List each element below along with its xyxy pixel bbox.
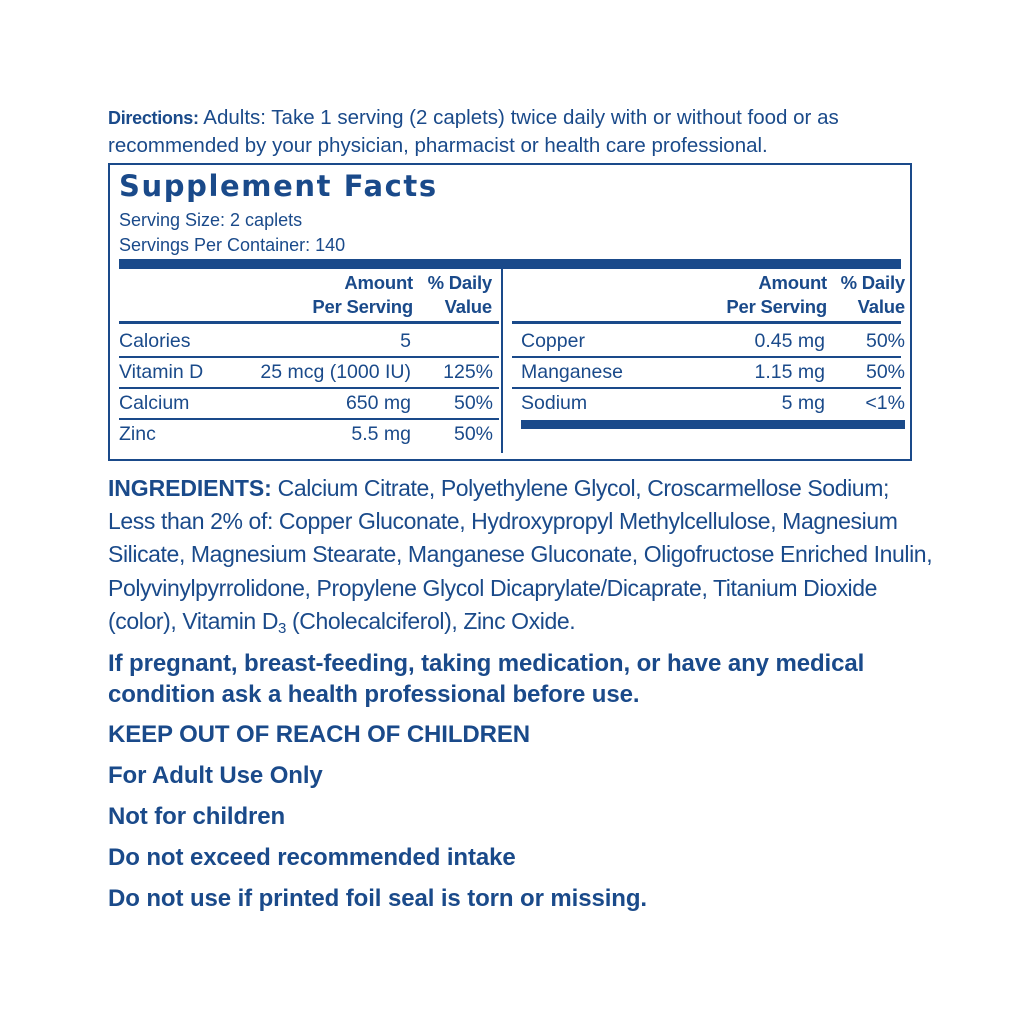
nutrient-name: Calories — [119, 330, 191, 352]
nutrient-amount: 5 — [400, 330, 411, 352]
ingredients-text — [108, 472, 938, 638]
nutrient-row — [119, 388, 493, 418]
bottom-thick-rule — [521, 420, 905, 429]
directions-lead: Directions: — [108, 108, 199, 128]
nutrient-row — [521, 357, 905, 387]
nutrient-name: Vitamin D — [119, 361, 204, 383]
right-dv-header: % Daily Value — [840, 272, 905, 317]
adult-use-note: For Adult Use Only — [108, 762, 323, 789]
serving-size: Serving Size: 2 caplets — [119, 210, 303, 230]
ingredients-lead: INGREDIENTS: — [108, 475, 272, 501]
nutrient-dv: 125% — [443, 361, 493, 383]
nutrient-amount: 5.5 mg — [351, 423, 411, 445]
nutrient-dv: <1% — [865, 392, 905, 414]
nutrient-amount: 5 mg — [781, 392, 825, 414]
directions-body: Adults: Take 1 serving (2 caplets) twice daily with or without food or as recommended by your physician, pharmacist or health care professional. — [108, 106, 839, 157]
supplement-facts-panel — [108, 163, 912, 461]
left-header-rule — [119, 321, 499, 324]
ingredients-list: Calcium Citrate, Polyethylene Glycol, Croscarmellose Sodium; Less than 2% of: Copper Gluconate, Hydroxypropyl Methylcellulose, Magnesium Silicate, Magnesium Stearate, Manganese Gluconate, Oligofructose Enriched Inulin, Polyvinylpyrrolidone, Propylene Glycol Dicaprylate/Dicaprate, Titanium Dioxide (color), Vitamin D — [108, 475, 933, 634]
nutrient-row — [119, 326, 493, 356]
nutrient-name: Manganese — [521, 361, 623, 383]
top-thick-rule — [119, 259, 901, 269]
nutrient-amount: 25 mcg (1000 IU) — [260, 361, 411, 383]
right-amount-header: Amount Per Serving — [726, 272, 827, 317]
nutrient-row — [521, 326, 905, 356]
ingredients-list-end: (Cholecalciferol), Zinc Oxide. — [285, 607, 576, 634]
nutrient-dv: 50% — [453, 392, 493, 414]
nutrient-name: Copper — [521, 330, 585, 352]
seal-warning: Do not use if printed foil seal is torn or missing. — [108, 885, 647, 912]
keep-out-warning: KEEP OUT OF REACH OF CHILDREN — [108, 721, 531, 748]
directions-text — [108, 104, 928, 160]
nutrient-name: Calcium — [119, 392, 190, 414]
nutrient-dv: 50% — [453, 423, 493, 445]
right-header-rule — [512, 321, 901, 324]
supplement-facts-title: Supplement Facts — [119, 169, 438, 203]
nutrient-amount: 1.15 mg — [754, 361, 825, 383]
pregnancy-warning: If pregnant, breast-feeding, taking medication, or have any medical condition ask a health professional before use. — [108, 650, 865, 708]
servings-per-container: Servings Per Container: 140 — [119, 235, 346, 255]
nutrient-amount: 0.45 mg — [754, 330, 825, 352]
nutrient-name: Zinc — [119, 423, 156, 445]
ingredients-subscript: 3 — [278, 619, 286, 637]
nutrient-dv: 50% — [865, 361, 905, 383]
not-for-children-note: Not for children — [108, 803, 286, 830]
nutrient-row — [119, 419, 493, 449]
nutrient-amount: 650 mg — [345, 392, 411, 414]
column-divider — [501, 269, 503, 453]
nutrient-row — [119, 357, 493, 387]
nutrient-name: Sodium — [521, 392, 588, 414]
nutrient-row — [521, 388, 905, 418]
intake-warning: Do not exceed recommended intake — [108, 844, 516, 871]
nutrient-dv: 50% — [865, 330, 905, 352]
left-dv-header: % Daily Value — [427, 272, 492, 317]
serving-info — [119, 208, 345, 258]
left-amount-header: Amount Per Serving — [312, 272, 413, 317]
